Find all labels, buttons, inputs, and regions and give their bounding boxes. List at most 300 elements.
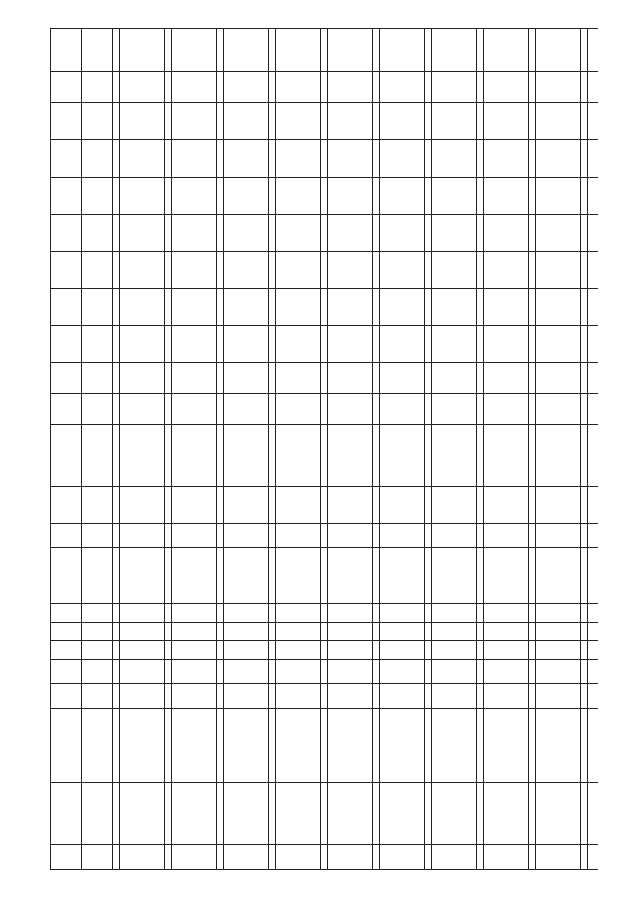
table-cell <box>120 548 165 604</box>
table-cell <box>588 622 599 641</box>
table-cell <box>529 393 536 424</box>
table-cell <box>165 684 172 709</box>
table-cell <box>380 783 425 845</box>
table-cell <box>321 140 328 177</box>
table-cell <box>224 29 269 72</box>
table-cell <box>113 29 120 72</box>
table-cell <box>581 393 588 424</box>
table-cell <box>172 325 217 362</box>
table-cell <box>276 523 321 548</box>
table-cell <box>373 548 380 604</box>
table-cell <box>328 140 373 177</box>
table-cell <box>536 288 581 325</box>
table-cell <box>432 709 477 783</box>
table-cell <box>432 103 477 140</box>
table-cell <box>425 393 432 424</box>
table-cell <box>581 622 588 641</box>
table-cell <box>217 641 224 660</box>
table-cell <box>581 214 588 251</box>
table-cell <box>529 177 536 214</box>
table-cell <box>276 486 321 523</box>
table-cell <box>588 604 599 623</box>
table-cell <box>477 523 484 548</box>
table-cell <box>224 325 269 362</box>
table-cell <box>425 72 432 103</box>
table-cell <box>588 251 599 288</box>
table-cell <box>269 684 276 709</box>
table-row <box>477 29 484 870</box>
table-cell <box>536 783 581 845</box>
table-row <box>217 29 224 870</box>
table-cell <box>425 641 432 660</box>
table-row <box>51 29 82 870</box>
table-cell <box>120 177 165 214</box>
table-cell <box>217 251 224 288</box>
table-cell <box>172 523 217 548</box>
table-row <box>82 29 113 870</box>
table-cell <box>51 845 82 870</box>
table-cell <box>269 29 276 72</box>
table-cell <box>82 659 113 684</box>
table-cell <box>484 140 529 177</box>
table-cell <box>217 288 224 325</box>
table-cell <box>484 486 529 523</box>
table-cell <box>321 684 328 709</box>
table-cell <box>588 214 599 251</box>
table-cell <box>269 363 276 394</box>
table-cell <box>529 659 536 684</box>
table-cell <box>172 29 217 72</box>
table-cell <box>328 251 373 288</box>
table-cell <box>380 709 425 783</box>
table-cell <box>224 845 269 870</box>
table-cell <box>113 177 120 214</box>
table-cell <box>373 251 380 288</box>
table-cell <box>432 72 477 103</box>
table-cell <box>113 288 120 325</box>
table-cell <box>165 29 172 72</box>
table-cell <box>373 486 380 523</box>
table-cell <box>588 424 599 486</box>
table-cell <box>380 363 425 394</box>
table-cell <box>276 325 321 362</box>
table-cell <box>477 103 484 140</box>
table-cell <box>328 325 373 362</box>
table-cell <box>217 103 224 140</box>
table-cell <box>484 363 529 394</box>
table-cell <box>120 393 165 424</box>
table-cell <box>113 845 120 870</box>
table-cell <box>529 424 536 486</box>
table-cell <box>529 288 536 325</box>
table-cell <box>536 363 581 394</box>
table-cell <box>82 641 113 660</box>
table-cell <box>120 251 165 288</box>
table-cell <box>484 548 529 604</box>
table-cell <box>113 393 120 424</box>
table-cell <box>120 214 165 251</box>
table-cell <box>529 622 536 641</box>
table-cell <box>380 684 425 709</box>
table-cell <box>536 325 581 362</box>
table-row <box>536 29 581 870</box>
table-cell <box>477 177 484 214</box>
table-cell <box>51 783 82 845</box>
table-cell <box>276 103 321 140</box>
table-cell <box>321 548 328 604</box>
table-cell <box>373 845 380 870</box>
table-cell <box>536 251 581 288</box>
table-cell <box>172 214 217 251</box>
table-row <box>425 29 432 870</box>
table-cell <box>51 548 82 604</box>
table-cell <box>373 684 380 709</box>
table-cell <box>432 393 477 424</box>
table-cell <box>269 325 276 362</box>
table-cell <box>484 709 529 783</box>
table-cell <box>477 325 484 362</box>
table-cell <box>484 659 529 684</box>
table-cell <box>165 604 172 623</box>
table-cell <box>328 214 373 251</box>
table-cell <box>477 486 484 523</box>
table-cell <box>380 523 425 548</box>
data-table <box>50 28 598 870</box>
table-cell <box>224 251 269 288</box>
table-cell <box>380 424 425 486</box>
table-row <box>328 29 373 870</box>
table-cell <box>328 709 373 783</box>
table-cell <box>484 103 529 140</box>
table-cell <box>224 103 269 140</box>
table-cell <box>269 393 276 424</box>
table-cell <box>165 523 172 548</box>
table-cell <box>529 363 536 394</box>
table-cell <box>380 659 425 684</box>
table-cell <box>269 783 276 845</box>
table-cell <box>328 604 373 623</box>
table-cell <box>581 325 588 362</box>
table-cell <box>113 251 120 288</box>
table-cell <box>82 709 113 783</box>
table-cell <box>224 72 269 103</box>
table-cell <box>224 288 269 325</box>
table-cell <box>328 548 373 604</box>
table-cell <box>165 845 172 870</box>
table-cell <box>588 548 599 604</box>
table-cell <box>224 548 269 604</box>
table-cell <box>51 103 82 140</box>
table-cell <box>224 424 269 486</box>
table-cell <box>276 251 321 288</box>
table-cell <box>484 325 529 362</box>
table-cell <box>477 641 484 660</box>
table-cell <box>269 288 276 325</box>
table-cell <box>276 604 321 623</box>
table-cell <box>224 177 269 214</box>
table-cell <box>113 103 120 140</box>
table-cell <box>477 140 484 177</box>
table-cell <box>172 783 217 845</box>
table-cell <box>373 424 380 486</box>
table-cell <box>51 29 82 72</box>
table-cell <box>82 845 113 870</box>
table-cell <box>321 523 328 548</box>
table-cell <box>425 103 432 140</box>
table-cell <box>328 288 373 325</box>
table-cell <box>120 424 165 486</box>
table-cell <box>581 783 588 845</box>
table-cell <box>224 659 269 684</box>
table-cell <box>172 622 217 641</box>
table-cell <box>224 523 269 548</box>
table-cell <box>588 709 599 783</box>
table-cell <box>380 251 425 288</box>
table-cell <box>82 177 113 214</box>
table-cell <box>380 177 425 214</box>
table-cell <box>328 684 373 709</box>
table-cell <box>165 486 172 523</box>
table-cell <box>113 548 120 604</box>
table-cell <box>529 251 536 288</box>
table-cell <box>82 288 113 325</box>
table-cell <box>536 140 581 177</box>
table-cell <box>432 684 477 709</box>
table-cell <box>477 659 484 684</box>
table-cell <box>328 177 373 214</box>
table-cell <box>484 251 529 288</box>
table-cell <box>432 622 477 641</box>
table-cell <box>82 783 113 845</box>
table-cell <box>217 29 224 72</box>
table-cell <box>477 783 484 845</box>
table-cell <box>224 393 269 424</box>
table-cell <box>581 486 588 523</box>
table-cell <box>120 29 165 72</box>
table-cell <box>217 140 224 177</box>
table-cell <box>529 29 536 72</box>
table-cell <box>224 709 269 783</box>
table-cell <box>588 641 599 660</box>
table-cell <box>217 325 224 362</box>
table-cell <box>328 641 373 660</box>
table-cell <box>373 604 380 623</box>
table-cell <box>328 659 373 684</box>
table-cell <box>120 72 165 103</box>
table-cell <box>321 783 328 845</box>
table-cell <box>217 548 224 604</box>
table-cell <box>172 288 217 325</box>
table-cell <box>432 363 477 394</box>
table-cell <box>536 641 581 660</box>
table-cell <box>432 486 477 523</box>
table-cell <box>276 622 321 641</box>
table-cell <box>51 177 82 214</box>
table-cell <box>373 29 380 72</box>
table-cell <box>276 214 321 251</box>
table-cell <box>380 140 425 177</box>
table-cell <box>82 29 113 72</box>
table-cell <box>269 523 276 548</box>
table-cell <box>172 393 217 424</box>
table-cell <box>380 214 425 251</box>
table-cell <box>120 288 165 325</box>
table-cell <box>165 641 172 660</box>
table-cell <box>113 622 120 641</box>
table-cell <box>477 548 484 604</box>
table-cell <box>165 363 172 394</box>
table-cell <box>120 783 165 845</box>
table-cell <box>269 140 276 177</box>
table-cell <box>217 783 224 845</box>
table-cell <box>484 641 529 660</box>
table-cell <box>172 103 217 140</box>
table-cell <box>484 393 529 424</box>
table-cell <box>425 29 432 72</box>
table-cell <box>529 845 536 870</box>
table-cell <box>529 783 536 845</box>
table-row <box>380 29 425 870</box>
table-cell <box>328 523 373 548</box>
table-cell <box>113 424 120 486</box>
table-cell <box>536 393 581 424</box>
table-cell <box>217 523 224 548</box>
table-cell <box>82 684 113 709</box>
table-cell <box>328 363 373 394</box>
table-cell <box>217 659 224 684</box>
table-cell <box>321 214 328 251</box>
table-cell <box>328 393 373 424</box>
table-cell <box>425 363 432 394</box>
table-cell <box>529 140 536 177</box>
table-cell <box>217 684 224 709</box>
table-cell <box>113 604 120 623</box>
table-cell <box>113 659 120 684</box>
table-cell <box>276 288 321 325</box>
table-cell <box>321 424 328 486</box>
table-cell <box>477 214 484 251</box>
table-cell <box>425 659 432 684</box>
table-cell <box>217 424 224 486</box>
table-cell <box>82 325 113 362</box>
table-cell <box>321 604 328 623</box>
table-cell <box>113 709 120 783</box>
table-cell <box>51 72 82 103</box>
table-cell <box>321 845 328 870</box>
table-cell <box>484 288 529 325</box>
table-cell <box>425 325 432 362</box>
table-cell <box>172 251 217 288</box>
table-cell <box>113 72 120 103</box>
table-cell <box>432 424 477 486</box>
table-cell <box>373 214 380 251</box>
table-cell <box>529 548 536 604</box>
table-cell <box>484 177 529 214</box>
table-cell <box>373 641 380 660</box>
table-cell <box>588 659 599 684</box>
table-cell <box>120 641 165 660</box>
table-cell <box>120 363 165 394</box>
table-cell <box>321 177 328 214</box>
rotated-page <box>50 28 598 870</box>
table-cell <box>581 523 588 548</box>
table-cell <box>51 251 82 288</box>
table-cell <box>373 783 380 845</box>
table-cell <box>321 641 328 660</box>
table-cell <box>113 140 120 177</box>
table-cell <box>425 486 432 523</box>
table-cell <box>113 363 120 394</box>
table-cell <box>373 709 380 783</box>
table-cell <box>165 72 172 103</box>
table-cell <box>477 288 484 325</box>
table-cell <box>120 523 165 548</box>
table-cell <box>425 424 432 486</box>
table-cell <box>477 845 484 870</box>
table-cell <box>425 251 432 288</box>
table-cell <box>536 604 581 623</box>
table-cell <box>113 684 120 709</box>
table-cell <box>373 622 380 641</box>
table-cell <box>432 288 477 325</box>
table-cell <box>373 393 380 424</box>
table-cell <box>477 251 484 288</box>
table-cell <box>484 72 529 103</box>
table-cell <box>165 288 172 325</box>
table-cell <box>529 684 536 709</box>
table-cell <box>581 251 588 288</box>
table-cell <box>51 622 82 641</box>
table-cell <box>328 783 373 845</box>
table-row <box>113 29 120 870</box>
table-cell <box>380 622 425 641</box>
table-cell <box>373 177 380 214</box>
table-cell <box>581 72 588 103</box>
table-cell <box>172 72 217 103</box>
table-cell <box>165 251 172 288</box>
table-cell <box>276 659 321 684</box>
table-cell <box>224 641 269 660</box>
table-cell <box>82 393 113 424</box>
table-cell <box>321 363 328 394</box>
table-cell <box>217 363 224 394</box>
table-cell <box>269 604 276 623</box>
table-cell <box>588 140 599 177</box>
table-cell <box>588 177 599 214</box>
table-row <box>224 29 269 870</box>
table-cell <box>51 424 82 486</box>
table-cell <box>321 393 328 424</box>
table-cell <box>276 363 321 394</box>
table-cell <box>51 363 82 394</box>
table-cell <box>581 845 588 870</box>
table-cell <box>328 103 373 140</box>
table-cell <box>477 363 484 394</box>
table-cell <box>120 709 165 783</box>
table-row <box>588 29 599 870</box>
table-cell <box>82 251 113 288</box>
table-cell <box>120 604 165 623</box>
table-cell <box>165 424 172 486</box>
table-cell <box>425 177 432 214</box>
table-cell <box>477 709 484 783</box>
table-cell <box>172 604 217 623</box>
table-cell <box>172 486 217 523</box>
table-cell <box>373 659 380 684</box>
table-cell <box>217 486 224 523</box>
table-cell <box>484 684 529 709</box>
table-cell <box>588 523 599 548</box>
